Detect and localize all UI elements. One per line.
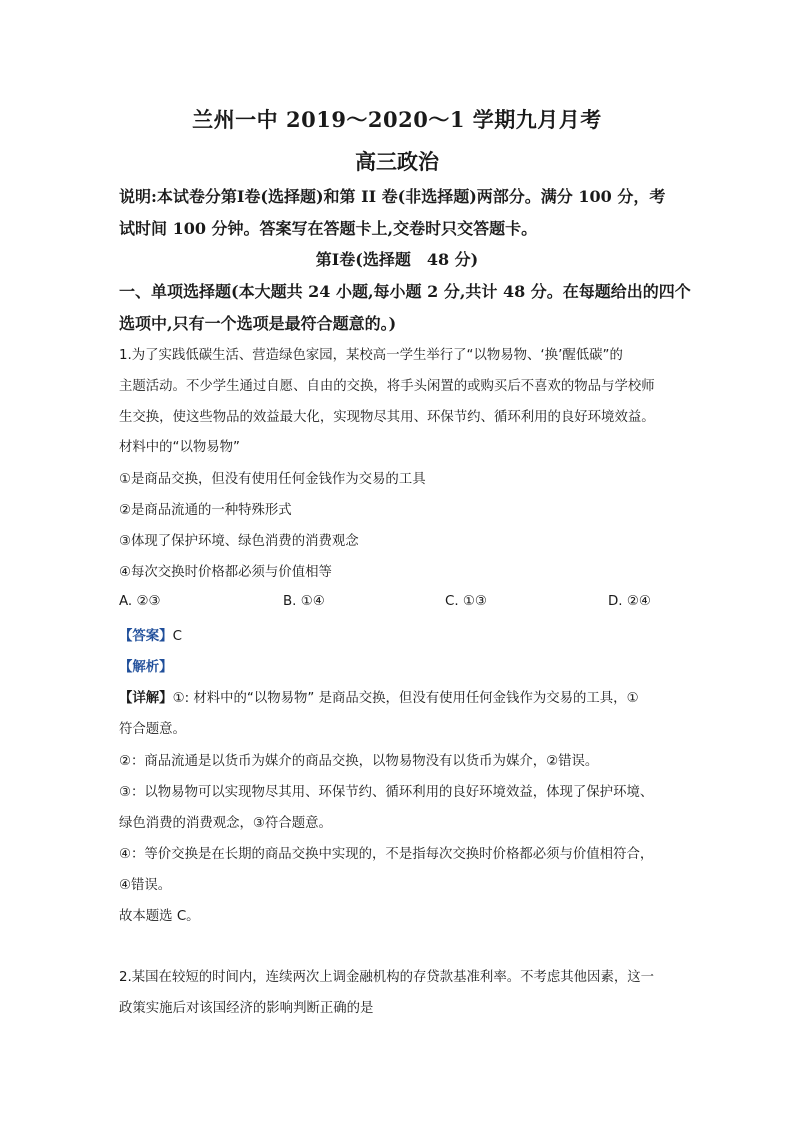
q1-options	[119, 594, 679, 614]
q1-detail-line-2: 符合题意。	[119, 722, 186, 737]
q1-detail-line-7: ④错误。	[119, 878, 172, 893]
section-heading: 第Ⅰ卷(选择题 48 分)	[315, 250, 479, 269]
q1-conclusion: 故本题选 C。	[119, 909, 200, 924]
q1-option-a: A. ②③	[119, 594, 161, 609]
detail-tag: 【详解】	[119, 691, 173, 706]
instructions-line-2: 试时间 100 分钟。答案写在答题卡上,交卷时只交答题卡。	[119, 219, 538, 238]
q1-statement-1: ①是商品交换，但没有使用任何金钱作为交易的工具	[119, 472, 426, 487]
part-heading-line-2: 选项中,只有一个选项是最符合题意的。)	[119, 314, 397, 333]
q1-option-d: D. ②④	[608, 594, 651, 609]
q1-stem-line-3: 生交换，使这些物品的效益最大化，实现物尽其用、环保节约、循环利用的良好环境效益。	[119, 410, 655, 425]
q1-option-c: C. ①③	[445, 594, 487, 609]
instructions-line-1: 说明:本试卷分第Ⅰ卷(选择题)和第 II 卷(非选择题)两部分。满分 100 分，考	[119, 187, 666, 206]
q1-statement-3: ③体现了保护环境、绿色消费的消费观念	[119, 534, 359, 549]
q1-statement-4: ④每次交换时价格都必须与价值相等	[119, 565, 332, 580]
detail-text-1: ①: 材料中的“以物易物” 是商品交换，但没有使用任何金钱作为交易的工具，①	[172, 691, 639, 706]
q1-detail-line-4: ③：以物易物可以实现物尽其用、环保节约、循环利用的良好环境效益，体现了保护环境、	[119, 785, 654, 800]
q1-detail-line-6: ④：等价交换是在长期的商品交换中实现的，不是指每次交换时价格都必须与价值相符合，	[119, 847, 654, 862]
q2-stem-line-2: 政策实施后对该国经济的影响判断正确的是	[119, 1001, 374, 1016]
q2-stem-line-1: 2.某国在较短的时间内，连续两次上调金融机构的存贷款基准利率。不考虑其他因素，这一	[119, 970, 655, 985]
part-heading-line-1: 一、单项选择题(本大题共 24 小题,每小题 2 分,共计 48 分。在每题给出的四个	[119, 282, 691, 301]
analysis-tag: 【解析】	[119, 660, 173, 675]
exam-title: 兰州一中 2019～2020～1 学期九月月考	[192, 107, 602, 132]
q1-detail-line-1	[119, 687, 639, 706]
q1-detail-line-5: 绿色消费的消费观念，③符合题意。	[119, 816, 332, 831]
q1-option-b: B. ①④	[283, 594, 325, 609]
answer-tag: 【答案】	[119, 629, 173, 644]
q1-analysis	[119, 656, 173, 675]
exam-subtitle: 高三政治	[355, 149, 439, 174]
answer-value: C	[172, 629, 182, 644]
q1-answer	[119, 625, 182, 644]
q1-stem-line-1: 1.为了实践低碳生活、营造绿色家园，某校高一学生举行了“以物易物、‘换’醒低碳”的	[119, 348, 623, 363]
q1-stem-line-2: 主题活动。不少学生通过自愿、自由的交换，将手头闲置的或购买后不喜欢的物品与学校师	[119, 379, 655, 394]
q1-statement-2: ②是商品流通的一种特殊形式	[119, 503, 292, 518]
q1-stem-line-4: 材料中的“以物易物”	[119, 440, 240, 455]
q1-detail-line-3: ②：商品流通是以货币为媒介的商品交换，以物易物没有以货币为媒介，②错误。	[119, 754, 599, 769]
